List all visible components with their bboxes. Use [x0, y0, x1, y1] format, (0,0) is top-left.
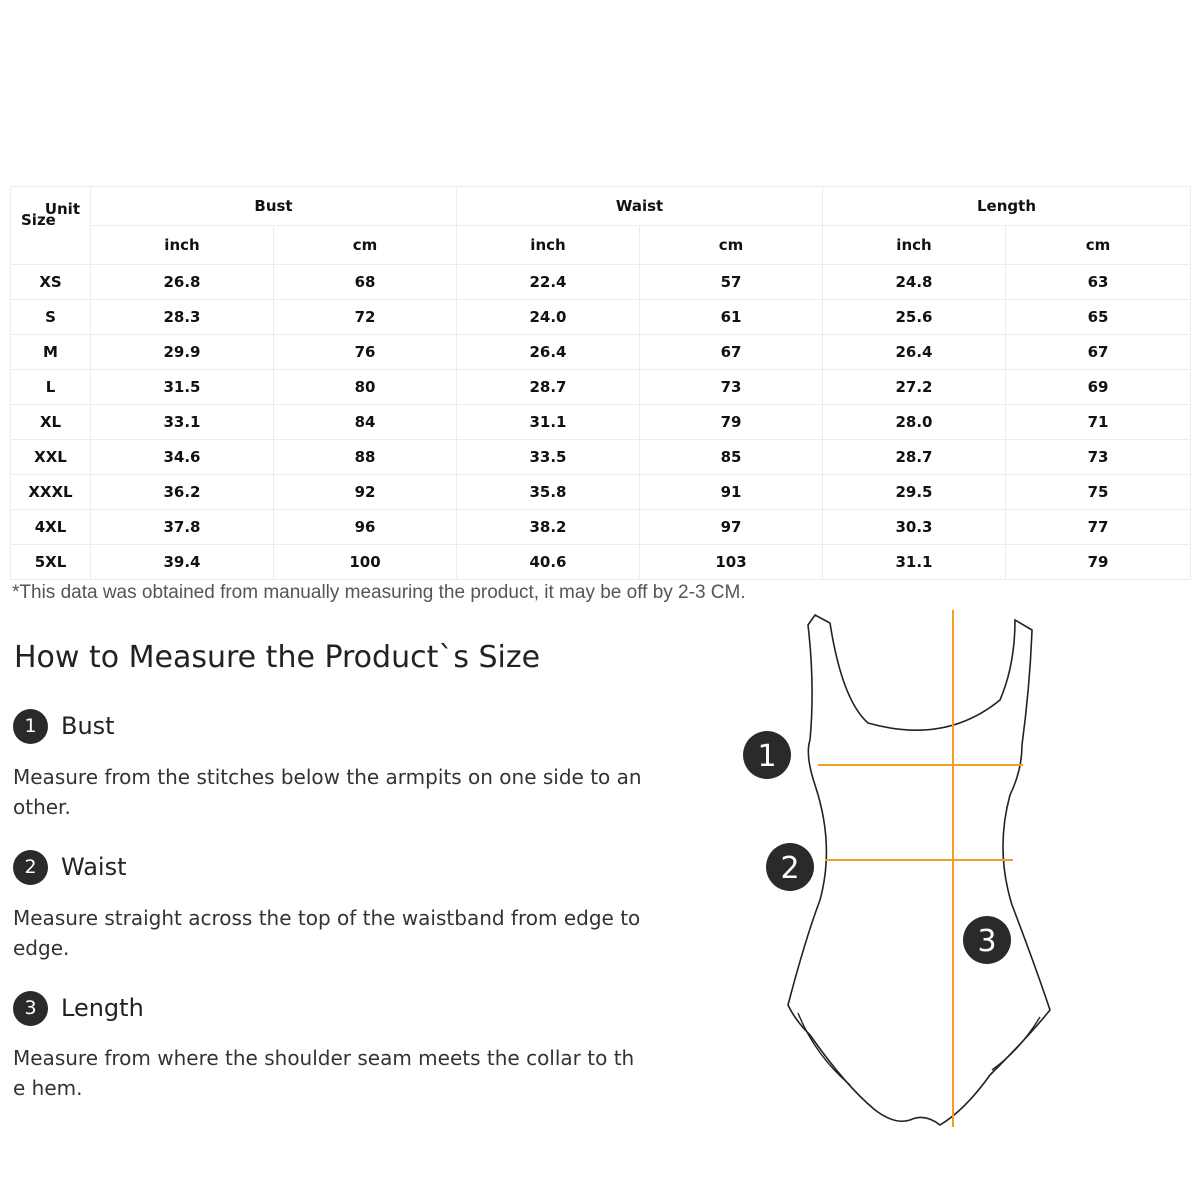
value-cell: 29.5 [823, 475, 1006, 510]
value-cell: 28.0 [823, 405, 1006, 440]
value-cell: 35.8 [457, 475, 640, 510]
step-desc-length: Measure from where the shoulder seam meets the collar to the hem. [13, 1046, 635, 1100]
value-cell: 75 [1006, 475, 1191, 510]
size-cell: XS [11, 265, 91, 300]
value-cell: 36.2 [91, 475, 274, 510]
step-number-3-icon: 3 [13, 991, 48, 1026]
value-cell: 29.9 [91, 335, 274, 370]
value-cell: 31.1 [823, 545, 1006, 580]
value-cell: 22.4 [457, 265, 640, 300]
unit-header: inch [457, 226, 640, 265]
swimsuit-measurement-diagram [730, 605, 1070, 1135]
value-cell: 76 [274, 335, 457, 370]
value-cell: 67 [1006, 335, 1191, 370]
value-cell: 91 [640, 475, 823, 510]
value-cell: 79 [1006, 545, 1191, 580]
value-cell: 33.1 [91, 405, 274, 440]
value-cell: 85 [640, 440, 823, 475]
value-cell: 77 [1006, 510, 1191, 545]
value-cell: 26.8 [91, 265, 274, 300]
size-cell: XL [11, 405, 91, 440]
size-cell: M [11, 335, 91, 370]
value-cell: 26.4 [457, 335, 640, 370]
value-cell: 28.7 [823, 440, 1006, 475]
step-desc-bust: Measure from the stitches below the armpits on one side to another. [13, 765, 642, 819]
step-number-2-icon: 2 [13, 850, 48, 885]
unit-label: Unit [44, 200, 80, 218]
value-cell: 27.2 [823, 370, 1006, 405]
size-label: Size [21, 211, 56, 229]
step-bust-heading [13, 708, 115, 744]
size-cell: L [11, 370, 91, 405]
value-cell: 73 [640, 370, 823, 405]
step-label-bust: Bust [61, 712, 115, 740]
size-table-body [11, 265, 1191, 580]
table-row [11, 440, 1191, 475]
measurement-note: *This data was obtained from manually measuring the product, it may be off by 2-3 CM. [12, 582, 746, 603]
table-row [11, 335, 1191, 370]
unit-header: inch [823, 226, 1006, 265]
size-cell: XXXL [11, 475, 91, 510]
group-header-bust: Bust [91, 187, 457, 226]
value-cell: 31.1 [457, 405, 640, 440]
unit-header: inch [91, 226, 274, 265]
value-cell: 96 [274, 510, 457, 545]
size-cell: 5XL [11, 545, 91, 580]
value-cell: 103 [640, 545, 823, 580]
table-row [11, 300, 1191, 335]
value-cell: 79 [640, 405, 823, 440]
step-label-length: Length [61, 994, 144, 1022]
value-cell: 38.2 [457, 510, 640, 545]
unit-header: cm [274, 226, 457, 265]
value-cell: 40.6 [457, 545, 640, 580]
value-cell: 61 [640, 300, 823, 335]
value-cell: 39.4 [91, 545, 274, 580]
unit-size-header-cell [11, 187, 91, 265]
table-row [11, 265, 1191, 300]
value-cell: 92 [274, 475, 457, 510]
value-cell: 24.8 [823, 265, 1006, 300]
swimsuit-outline-icon [788, 615, 1050, 1125]
value-cell: 31.5 [91, 370, 274, 405]
value-cell: 88 [274, 440, 457, 475]
size-cell: S [11, 300, 91, 335]
step-desc-waist: Measure straight across the top of the waistband from edge to edge. [13, 906, 641, 960]
value-cell: 34.6 [91, 440, 274, 475]
unit-header: cm [640, 226, 823, 265]
value-cell: 65 [1006, 300, 1191, 335]
value-cell: 100 [274, 545, 457, 580]
value-cell: 25.6 [823, 300, 1006, 335]
value-cell: 24.0 [457, 300, 640, 335]
marker-1-label: 1 [757, 739, 777, 774]
step-number-1-icon: 1 [13, 709, 48, 744]
size-cell: 4XL [11, 510, 91, 545]
value-cell: 63 [1006, 265, 1191, 300]
value-cell: 73 [1006, 440, 1191, 475]
value-cell: 37.8 [91, 510, 274, 545]
step-length-heading [13, 990, 144, 1026]
howto-title: How to Measure the Product`s Size [14, 640, 541, 675]
value-cell: 28.7 [457, 370, 640, 405]
marker-2-label: 2 [780, 851, 800, 886]
group-header-length: Length [823, 187, 1191, 226]
step-label-waist: Waist [61, 853, 127, 881]
value-cell: 26.4 [823, 335, 1006, 370]
table-row [11, 475, 1191, 510]
table-row [11, 405, 1191, 440]
group-header-waist: Waist [457, 187, 823, 226]
value-cell: 72 [274, 300, 457, 335]
value-cell: 80 [274, 370, 457, 405]
table-row [11, 370, 1191, 405]
step-waist-heading [13, 849, 126, 885]
value-cell: 69 [1006, 370, 1191, 405]
unit-header: cm [1006, 226, 1191, 265]
table-row [11, 510, 1191, 545]
value-cell: 33.5 [457, 440, 640, 475]
value-cell: 71 [1006, 405, 1191, 440]
value-cell: 28.3 [91, 300, 274, 335]
value-cell: 67 [640, 335, 823, 370]
value-cell: 30.3 [823, 510, 1006, 545]
value-cell: 84 [274, 405, 457, 440]
table-row [11, 545, 1191, 580]
size-chart-table [10, 186, 1191, 580]
value-cell: 57 [640, 265, 823, 300]
marker-3-label: 3 [977, 924, 997, 959]
value-cell: 68 [274, 265, 457, 300]
value-cell: 97 [640, 510, 823, 545]
size-cell: XXL [11, 440, 91, 475]
